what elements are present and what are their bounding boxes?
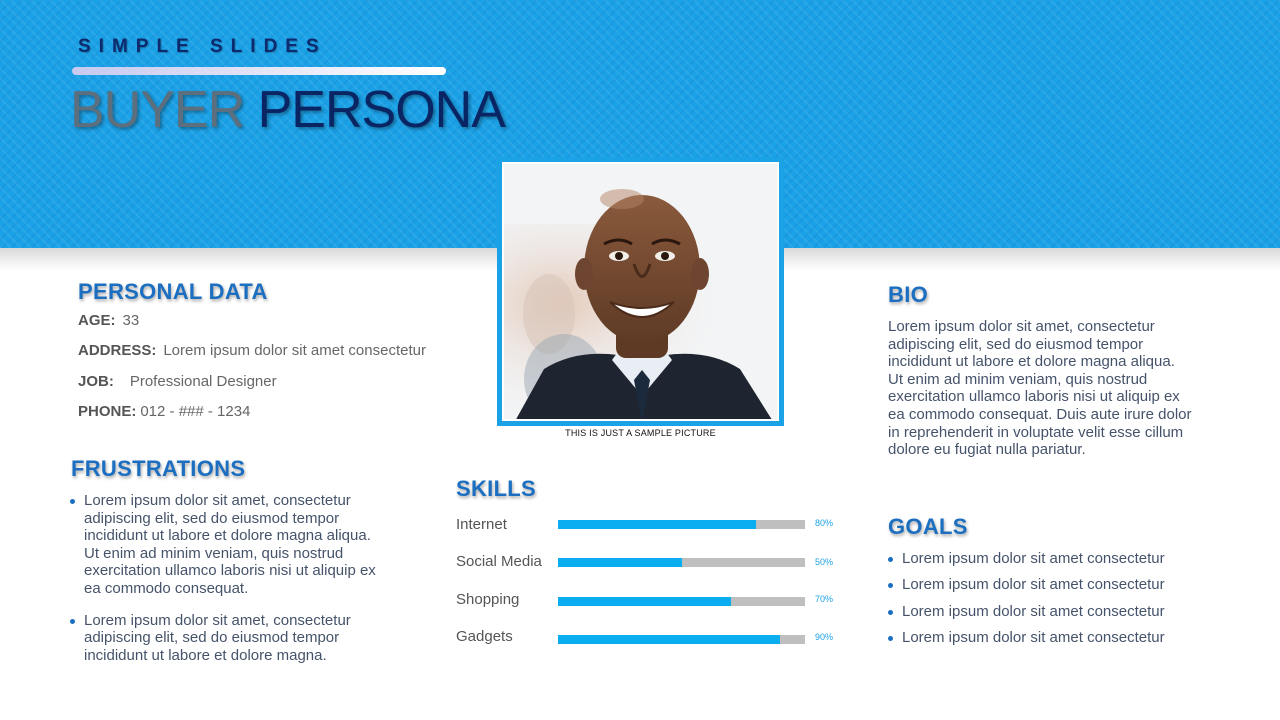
skill-bar-shopping: [558, 597, 805, 606]
job-key: JOB:: [78, 373, 114, 390]
list-item: [888, 603, 1208, 621]
skill-bar-fill: [558, 597, 731, 606]
bullet-icon: [70, 499, 75, 504]
bullet-icon: [70, 619, 75, 624]
bullet-icon: [888, 583, 893, 588]
skill-percent-social-media: 50%: [815, 557, 834, 567]
job-value: Professional Designer: [129, 373, 277, 390]
goal-text: Lorem ipsum dolor sit amet consectetur: [902, 550, 1165, 567]
skill-label-social-media: Social Media: [456, 553, 542, 570]
skill-bar-internet: [558, 520, 805, 529]
skill-label-shopping: Shopping: [456, 591, 520, 608]
address-key: ADDRESS:: [78, 342, 157, 359]
personal-data-row-job: [78, 373, 277, 390]
personal-data-row-age: [78, 312, 139, 329]
skill-label-internet: Internet: [456, 516, 507, 533]
bullet-icon: [888, 557, 893, 562]
skill-bar-social-media: [558, 558, 805, 567]
skill-bar-gadgets: [558, 635, 805, 644]
list-item: [888, 576, 1208, 594]
goal-text: Lorem ipsum dolor sit amet consectetur: [902, 576, 1165, 594]
bio-text: Lorem ipsum dolor sit amet, consectetur adipiscing elit, sed do eiusmod tempor incididunt ut labore et dolore magna aliqua. Ut enim ad minim veniam, quis nostrud exercitation ullamco laboris nisi ut aliquip ex ea commodo consequat. Duis aute irure dolor in reprehenderit in voluptate velit esse cillum dolore eu fugiat nulla pariatur.: [888, 318, 1192, 459]
age-value: 33: [122, 312, 140, 329]
persona-photo: [502, 162, 779, 421]
list-item: [70, 492, 390, 598]
skill-bar-fill: [558, 635, 780, 644]
photo-caption: THIS IS JUST A SAMPLE PICTURE: [565, 428, 716, 438]
persona-photo-frame: [497, 157, 784, 426]
skill-percent-gadgets: 90%: [815, 632, 834, 642]
title-underline-bar: [72, 67, 446, 75]
list-item: [888, 629, 1208, 647]
title-part-buyer: BUYER: [70, 81, 245, 139]
goal-text: Lorem ipsum dolor sit amet consectetur: [902, 602, 1165, 620]
skill-label-gadgets: Gadgets: [456, 628, 513, 645]
personal-data-heading: PERSONAL DATA: [78, 279, 268, 304]
frustrations-list: [70, 492, 390, 664]
skill-percent-internet: 80%: [815, 518, 834, 528]
skills-heading: SKILLS: [456, 476, 537, 501]
goals-list: [888, 550, 1208, 655]
frustration-text: Lorem ipsum dolor sit amet, consectetur adipiscing elit, sed do eiusmod tempor incididunt ut labore et dolore magna aliqua. Ut enim ad minim veniam, quis nostrud exercitation ullamco laboris nisi ut aliquip ex ea commodo consequat.: [84, 492, 376, 597]
age-key: AGE:: [78, 312, 116, 329]
frustration-text: Lorem ipsum dolor sit amet, consectetur adipiscing elit, sed do eiusmod tempor incididunt ut labore et dolore magna.: [84, 611, 351, 664]
list-item: [888, 550, 1208, 568]
bullet-icon: [888, 636, 893, 641]
skill-bar-fill: [558, 520, 756, 529]
list-item: [70, 612, 390, 665]
address-value: Lorem ipsum dolor sit amet consectetur: [163, 342, 426, 359]
person-illustration: [504, 164, 779, 421]
phone-key: PHONE:: [78, 403, 137, 420]
personal-data-row-address: [78, 342, 426, 359]
goals-heading: GOALS: [888, 514, 968, 539]
personal-data-row-phone: [78, 403, 250, 420]
skill-percent-shopping: 70%: [815, 594, 834, 604]
kicker-text: SIMPLE SLIDES: [78, 36, 327, 57]
frustrations-heading: FRUSTRATIONS: [71, 456, 246, 481]
title-part-persona: PERSONA: [257, 81, 505, 139]
goal-text: Lorem ipsum dolor sit amet consectetur: [902, 628, 1165, 646]
bio-heading: BIO: [888, 282, 929, 307]
page-title: [70, 80, 505, 140]
phone-value: 012 - ### - 1234: [140, 403, 251, 420]
skill-bar-fill: [558, 558, 682, 567]
bullet-icon: [888, 610, 893, 615]
